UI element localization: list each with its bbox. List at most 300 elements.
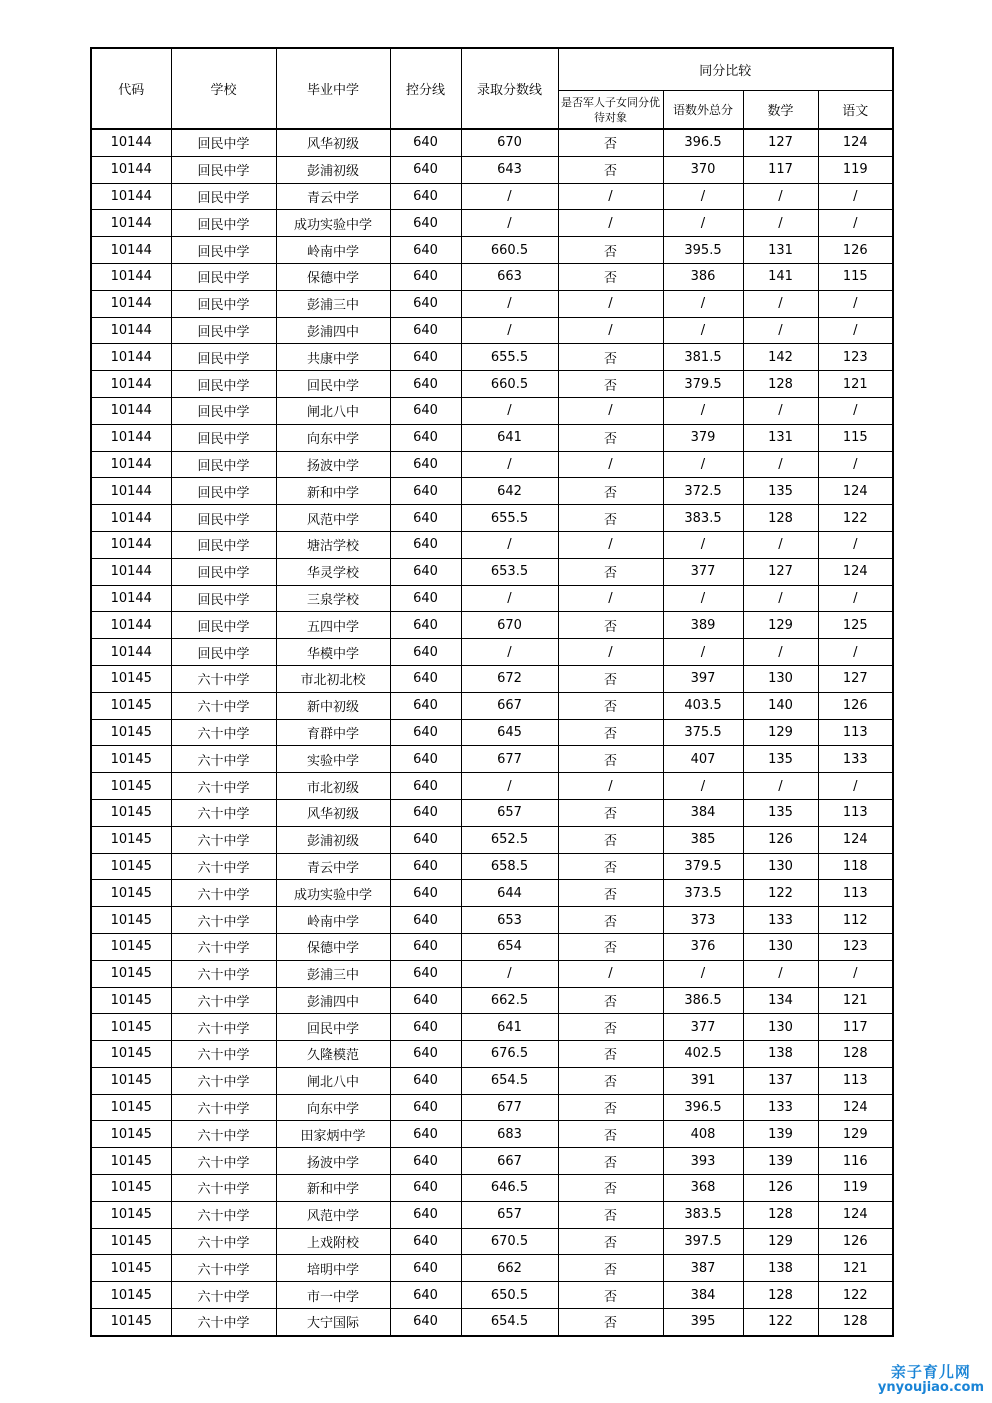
cell-admission-line: 667 [461, 692, 558, 719]
cell-math: 127 [743, 129, 818, 156]
table-row [91, 1041, 893, 1068]
cell-control-line: 640 [390, 397, 461, 424]
table-row [91, 1148, 893, 1175]
cell-total-excl: 377 [663, 1014, 743, 1041]
header-code: 代码 [91, 48, 171, 129]
cell-chinese: / [818, 317, 893, 344]
cell-middle-school: 彭浦初级 [276, 826, 390, 853]
cell-math: 137 [743, 1067, 818, 1094]
cell-total-excl: 381.5 [663, 344, 743, 371]
cell-control-line: 640 [390, 531, 461, 558]
table-row [91, 692, 893, 719]
cell-admission-line: 683 [461, 1121, 558, 1148]
cell-control-line: 640 [390, 826, 461, 853]
cell-total-excl: 408 [663, 1121, 743, 1148]
cell-admission-line: 660.5 [461, 371, 558, 398]
cell-military-priority: 否 [558, 371, 663, 398]
cell-code: 10145 [91, 1282, 171, 1309]
cell-math: 133 [743, 1094, 818, 1121]
cell-chinese: / [818, 531, 893, 558]
cell-control-line: 640 [390, 692, 461, 719]
cell-school: 六十中学 [171, 773, 276, 800]
cell-math: 126 [743, 1175, 818, 1202]
cell-admission-line: 663 [461, 263, 558, 290]
cell-code: 10144 [91, 558, 171, 585]
cell-middle-school: 风范中学 [276, 505, 390, 532]
cell-chinese: 124 [818, 826, 893, 853]
cell-military-priority: 否 [558, 1282, 663, 1309]
cell-school: 六十中学 [171, 960, 276, 987]
table-row [91, 210, 893, 237]
cell-military-priority: 否 [558, 1255, 663, 1282]
cell-admission-line: / [461, 451, 558, 478]
cell-middle-school: 久隆模范 [276, 1041, 390, 1068]
cell-total-excl: / [663, 585, 743, 612]
cell-code: 10144 [91, 210, 171, 237]
cell-school: 六十中学 [171, 1094, 276, 1121]
cell-control-line: 640 [390, 210, 461, 237]
cell-total-excl: 379.5 [663, 371, 743, 398]
cell-middle-school: 田家炳中学 [276, 1121, 390, 1148]
table-row [91, 344, 893, 371]
cell-code: 10144 [91, 505, 171, 532]
cell-middle-school: 彭浦三中 [276, 290, 390, 317]
table-row [91, 1014, 893, 1041]
cell-chinese: 127 [818, 665, 893, 692]
table-row [91, 237, 893, 264]
cell-chinese: 128 [818, 1309, 893, 1336]
cell-total-excl: 376 [663, 933, 743, 960]
cell-admission-line: 645 [461, 719, 558, 746]
cell-admission-line: 667 [461, 1148, 558, 1175]
cell-middle-school: 保德中学 [276, 263, 390, 290]
table-row [91, 263, 893, 290]
cell-chinese: 123 [818, 933, 893, 960]
cell-control-line: 640 [390, 746, 461, 773]
cell-code: 10145 [91, 933, 171, 960]
cell-control-line: 640 [390, 933, 461, 960]
cell-admission-line: / [461, 317, 558, 344]
table-row [91, 853, 893, 880]
cell-military-priority: / [558, 183, 663, 210]
cell-military-priority: 否 [558, 907, 663, 934]
header-school: 学校 [171, 48, 276, 129]
cell-military-priority: / [558, 397, 663, 424]
table-row [91, 826, 893, 853]
cell-military-priority: / [558, 639, 663, 666]
cell-school: 回民中学 [171, 317, 276, 344]
cell-math: 140 [743, 692, 818, 719]
cell-military-priority: 否 [558, 1094, 663, 1121]
table-row [91, 1175, 893, 1202]
cell-total-excl: / [663, 531, 743, 558]
cell-admission-line: 655.5 [461, 505, 558, 532]
cell-code: 10145 [91, 1175, 171, 1202]
cell-military-priority: 否 [558, 129, 663, 156]
cell-middle-school: 闸北八中 [276, 397, 390, 424]
cell-chinese: 113 [818, 719, 893, 746]
table-row [91, 960, 893, 987]
cell-admission-line: 662 [461, 1255, 558, 1282]
cell-admission-line: 653.5 [461, 558, 558, 585]
cell-admission-line: 654 [461, 933, 558, 960]
cell-military-priority: 否 [558, 1041, 663, 1068]
cell-admission-line: 650.5 [461, 1282, 558, 1309]
cell-total-excl: 397 [663, 665, 743, 692]
cell-admission-line: 641 [461, 424, 558, 451]
cell-middle-school: 向东中学 [276, 1094, 390, 1121]
header-control-line: 控分线 [390, 48, 461, 129]
cell-military-priority: / [558, 451, 663, 478]
cell-code: 10145 [91, 826, 171, 853]
cell-admission-line: 657 [461, 1201, 558, 1228]
cell-middle-school: 向东中学 [276, 424, 390, 451]
cell-total-excl: 387 [663, 1255, 743, 1282]
cell-chinese: 124 [818, 478, 893, 505]
cell-middle-school: 彭浦三中 [276, 960, 390, 987]
cell-chinese: 124 [818, 129, 893, 156]
cell-military-priority: 否 [558, 853, 663, 880]
cell-math: / [743, 773, 818, 800]
table-row [91, 1201, 893, 1228]
cell-admission-line: 641 [461, 1014, 558, 1041]
cell-middle-school: 成功实验中学 [276, 880, 390, 907]
cell-military-priority: 否 [558, 1148, 663, 1175]
cell-school: 六十中学 [171, 692, 276, 719]
cell-total-excl: 386.5 [663, 987, 743, 1014]
cell-school: 六十中学 [171, 880, 276, 907]
cell-total-excl: 383.5 [663, 1201, 743, 1228]
cell-control-line: 640 [390, 907, 461, 934]
cell-code: 10144 [91, 478, 171, 505]
cell-military-priority: 否 [558, 665, 663, 692]
cell-military-priority: / [558, 317, 663, 344]
cell-control-line: 640 [390, 237, 461, 264]
table-row [91, 1309, 893, 1336]
cell-code: 10145 [91, 1228, 171, 1255]
cell-military-priority: 否 [558, 880, 663, 907]
cell-chinese: 118 [818, 853, 893, 880]
cell-control-line: 640 [390, 451, 461, 478]
cell-military-priority: 否 [558, 478, 663, 505]
cell-school: 回民中学 [171, 612, 276, 639]
cell-school: 六十中学 [171, 1041, 276, 1068]
cell-code: 10145 [91, 692, 171, 719]
cell-school: 回民中学 [171, 210, 276, 237]
cell-math: 127 [743, 558, 818, 585]
cell-school: 回民中学 [171, 156, 276, 183]
cell-chinese: / [818, 290, 893, 317]
cell-middle-school: 青云中学 [276, 853, 390, 880]
cell-middle-school: 回民中学 [276, 371, 390, 398]
cell-total-excl: 395 [663, 1309, 743, 1336]
cell-math: 128 [743, 1201, 818, 1228]
header-total-excl: 语数外总分 [663, 91, 743, 130]
table-row [91, 451, 893, 478]
cell-school: 回民中学 [171, 183, 276, 210]
cell-school: 回民中学 [171, 451, 276, 478]
cell-code: 10145 [91, 719, 171, 746]
cell-total-excl: / [663, 397, 743, 424]
cell-middle-school: 培明中学 [276, 1255, 390, 1282]
cell-control-line: 640 [390, 1228, 461, 1255]
cell-control-line: 640 [390, 1148, 461, 1175]
cell-chinese: 125 [818, 612, 893, 639]
cell-code: 10144 [91, 344, 171, 371]
cell-admission-line: 646.5 [461, 1175, 558, 1202]
cell-chinese: 124 [818, 558, 893, 585]
cell-chinese: 116 [818, 1148, 893, 1175]
cell-military-priority: / [558, 210, 663, 237]
cell-admission-line: 654.5 [461, 1309, 558, 1336]
cell-total-excl: / [663, 639, 743, 666]
cell-code: 10145 [91, 1309, 171, 1336]
cell-control-line: 640 [390, 344, 461, 371]
cell-school: 回民中学 [171, 129, 276, 156]
cell-military-priority: 否 [558, 156, 663, 183]
cell-school: 六十中学 [171, 719, 276, 746]
cell-code: 10144 [91, 612, 171, 639]
cell-admission-line: 652.5 [461, 826, 558, 853]
cell-school: 回民中学 [171, 371, 276, 398]
cell-total-excl: / [663, 183, 743, 210]
cell-total-excl: 395.5 [663, 237, 743, 264]
table-row [91, 397, 893, 424]
cell-code: 10145 [91, 665, 171, 692]
cell-code: 10145 [91, 773, 171, 800]
cell-admission-line: 642 [461, 478, 558, 505]
cell-admission-line: 660.5 [461, 237, 558, 264]
cell-military-priority: 否 [558, 1175, 663, 1202]
cell-school: 回民中学 [171, 397, 276, 424]
cell-military-priority: 否 [558, 1228, 663, 1255]
cell-military-priority: 否 [558, 799, 663, 826]
cell-control-line: 640 [390, 1121, 461, 1148]
cell-school: 六十中学 [171, 1228, 276, 1255]
table-row [91, 880, 893, 907]
cell-school: 六十中学 [171, 1121, 276, 1148]
cell-code: 10145 [91, 1121, 171, 1148]
cell-chinese: 115 [818, 263, 893, 290]
cell-admission-line: 658.5 [461, 853, 558, 880]
cell-total-excl: 385 [663, 826, 743, 853]
cell-control-line: 640 [390, 1067, 461, 1094]
cell-middle-school: 三泉学校 [276, 585, 390, 612]
cell-total-excl: 373.5 [663, 880, 743, 907]
cell-code: 10145 [91, 987, 171, 1014]
cell-math: 138 [743, 1041, 818, 1068]
cell-control-line: 640 [390, 639, 461, 666]
header-admission-line: 录取分数线 [461, 48, 558, 129]
cell-code: 10144 [91, 451, 171, 478]
cell-math: / [743, 183, 818, 210]
cell-code: 10144 [91, 237, 171, 264]
cell-control-line: 640 [390, 773, 461, 800]
cell-control-line: 640 [390, 263, 461, 290]
table-row [91, 665, 893, 692]
cell-control-line: 640 [390, 156, 461, 183]
cell-chinese: 124 [818, 1094, 893, 1121]
cell-control-line: 640 [390, 183, 461, 210]
cell-military-priority: 否 [558, 692, 663, 719]
cell-school: 六十中学 [171, 799, 276, 826]
cell-middle-school: 彭浦初级 [276, 156, 390, 183]
cell-school: 六十中学 [171, 853, 276, 880]
cell-middle-school: 扬波中学 [276, 451, 390, 478]
cell-control-line: 640 [390, 317, 461, 344]
table-row [91, 1282, 893, 1309]
cell-total-excl: 370 [663, 156, 743, 183]
cell-middle-school: 岭南中学 [276, 237, 390, 264]
cell-school: 回民中学 [171, 344, 276, 371]
cell-control-line: 640 [390, 371, 461, 398]
cell-code: 10145 [91, 1148, 171, 1175]
cell-code: 10144 [91, 371, 171, 398]
cell-school: 回民中学 [171, 237, 276, 264]
cell-military-priority: 否 [558, 558, 663, 585]
cell-chinese: 113 [818, 880, 893, 907]
cell-middle-school: 风华初级 [276, 129, 390, 156]
cell-code: 10144 [91, 290, 171, 317]
cell-school: 六十中学 [171, 907, 276, 934]
cell-control-line: 640 [390, 799, 461, 826]
table-row [91, 1121, 893, 1148]
cell-math: / [743, 960, 818, 987]
cell-middle-school: 市北初级 [276, 773, 390, 800]
table-row [91, 531, 893, 558]
table-row [91, 317, 893, 344]
cell-control-line: 640 [390, 478, 461, 505]
cell-math: 131 [743, 424, 818, 451]
cell-school: 回民中学 [171, 585, 276, 612]
cell-admission-line: / [461, 183, 558, 210]
cell-control-line: 640 [390, 1282, 461, 1309]
cell-code: 10145 [91, 960, 171, 987]
cell-school: 回民中学 [171, 478, 276, 505]
cell-code: 10144 [91, 183, 171, 210]
cell-school: 六十中学 [171, 933, 276, 960]
cell-code: 10145 [91, 907, 171, 934]
cell-total-excl: 396.5 [663, 1094, 743, 1121]
cell-control-line: 640 [390, 424, 461, 451]
cell-total-excl: 379.5 [663, 853, 743, 880]
cell-math: 138 [743, 1255, 818, 1282]
cell-code: 10145 [91, 1255, 171, 1282]
admission-score-table [90, 47, 894, 1337]
cell-middle-school: 塘沽学校 [276, 531, 390, 558]
cell-math: / [743, 451, 818, 478]
cell-control-line: 640 [390, 1094, 461, 1121]
table-row [91, 505, 893, 532]
cell-control-line: 640 [390, 1175, 461, 1202]
cell-chinese: / [818, 960, 893, 987]
cell-middle-school: 风华初级 [276, 799, 390, 826]
cell-chinese: / [818, 183, 893, 210]
cell-total-excl: 384 [663, 1282, 743, 1309]
cell-math: 141 [743, 263, 818, 290]
cell-total-excl: 386 [663, 263, 743, 290]
cell-military-priority: / [558, 585, 663, 612]
cell-code: 10145 [91, 1094, 171, 1121]
cell-math: 122 [743, 880, 818, 907]
cell-admission-line: / [461, 639, 558, 666]
cell-total-excl: 402.5 [663, 1041, 743, 1068]
watermark-en: ynyoujiao.com [877, 1380, 984, 1395]
cell-math: / [743, 639, 818, 666]
cell-admission-line: 654.5 [461, 1067, 558, 1094]
cell-military-priority: 否 [558, 746, 663, 773]
cell-military-priority: 否 [558, 1121, 663, 1148]
cell-total-excl: 396.5 [663, 129, 743, 156]
cell-chinese: 121 [818, 987, 893, 1014]
cell-chinese: / [818, 639, 893, 666]
cell-math: 128 [743, 371, 818, 398]
cell-math: 135 [743, 799, 818, 826]
cell-chinese: 133 [818, 746, 893, 773]
cell-chinese: / [818, 585, 893, 612]
cell-math: 128 [743, 1282, 818, 1309]
cell-middle-school: 华灵学校 [276, 558, 390, 585]
cell-math: 130 [743, 1014, 818, 1041]
header-same-score-group: 同分比较 [558, 48, 893, 91]
cell-code: 10144 [91, 639, 171, 666]
table-row [91, 1228, 893, 1255]
cell-admission-line: / [461, 585, 558, 612]
cell-military-priority: / [558, 290, 663, 317]
cell-chinese: 117 [818, 1014, 893, 1041]
cell-admission-line: / [461, 210, 558, 237]
cell-code: 10145 [91, 880, 171, 907]
table-row [91, 371, 893, 398]
cell-math: 130 [743, 933, 818, 960]
cell-military-priority: 否 [558, 263, 663, 290]
watermark-logo [878, 1365, 984, 1395]
cell-code: 10144 [91, 424, 171, 451]
cell-chinese: 121 [818, 371, 893, 398]
cell-total-excl: / [663, 290, 743, 317]
cell-military-priority: 否 [558, 719, 663, 746]
cell-military-priority: 否 [558, 826, 663, 853]
cell-math: / [743, 397, 818, 424]
cell-total-excl: 373 [663, 907, 743, 934]
cell-chinese: 119 [818, 1175, 893, 1202]
cell-school: 六十中学 [171, 987, 276, 1014]
cell-school: 六十中学 [171, 1067, 276, 1094]
table-row [91, 1094, 893, 1121]
cell-school: 回民中学 [171, 424, 276, 451]
cell-code: 10145 [91, 1014, 171, 1041]
cell-total-excl: / [663, 773, 743, 800]
header-math: 数学 [743, 91, 818, 130]
cell-code: 10145 [91, 746, 171, 773]
cell-code: 10144 [91, 156, 171, 183]
cell-middle-school: 回民中学 [276, 1014, 390, 1041]
header-military-priority: 是否军人子女同分优待对象 [558, 91, 663, 130]
cell-chinese: / [818, 451, 893, 478]
cell-school: 回民中学 [171, 531, 276, 558]
cell-middle-school: 共康中学 [276, 344, 390, 371]
cell-control-line: 640 [390, 1014, 461, 1041]
cell-math: / [743, 290, 818, 317]
cell-chinese: / [818, 210, 893, 237]
cell-math: 134 [743, 987, 818, 1014]
cell-math: 133 [743, 907, 818, 934]
cell-middle-school: 上戏附校 [276, 1228, 390, 1255]
cell-control-line: 640 [390, 960, 461, 987]
cell-chinese: 115 [818, 424, 893, 451]
cell-school: 六十中学 [171, 1309, 276, 1336]
table-row [91, 1067, 893, 1094]
